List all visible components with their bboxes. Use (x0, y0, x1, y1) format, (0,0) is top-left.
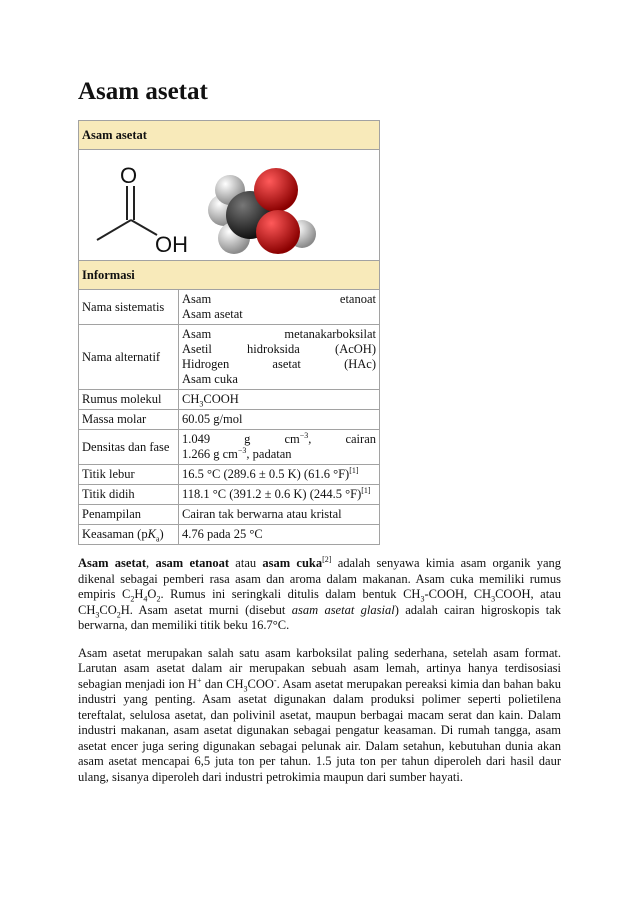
value-penampilan: Cairan tak berwarna atau kristal (179, 505, 380, 525)
row-titik-lebur (79, 465, 380, 485)
row-rumus-molekul (79, 390, 380, 410)
row-titik-didih (79, 485, 380, 505)
row-nama-sistematis (79, 290, 380, 325)
infobox-header: Asam asetat (79, 121, 380, 150)
value-massa-molar: 60.05 g/mol (179, 410, 380, 430)
label-massa-molar: Massa molar (79, 410, 179, 430)
label-nama-sistematis: Nama sistematis (79, 290, 179, 325)
label-nama-alternatif: Nama alternatif (79, 325, 179, 390)
row-keasaman (79, 525, 380, 545)
infobox-image-cell (79, 150, 380, 261)
infobox (78, 120, 380, 545)
label-keasaman: Keasaman $(pK_a)$ (79, 525, 179, 545)
row-massa-molar (79, 410, 380, 430)
hydroxyl-label: OH (155, 232, 188, 257)
skeletal-structure-image (89, 158, 209, 258)
article-body (78, 556, 561, 797)
paragraph-intro: Asam asetat, asam etanoat atau asam cuka[2] adalah senyawa kimia asam organik yang dikenal sebagai pemberi rasa asam dan aroma dalam makanan. Asam cuka memiliki rumus empiris $C_2H_4O_2$. Rumus ini seringkali ditulis dalam bentuk $CH_3$-COOH, $CH_3COOH$, atau $CH_3CO_2H$. Asam asetat murni (disebut asam asetat glasial) adalah cairan higroskopis tak berwarna, dan memiliki titik beku 16.7°C. (78, 554, 562, 632)
label-rumus-molekul: Rumus molekul (79, 390, 179, 410)
value-densitas: 1.049 g $cm^{-3}$, cairan 1.266 g $cm^{-3}$, padatan (179, 430, 380, 465)
label-densitas: Densitas dan fase (79, 430, 179, 465)
row-nama-alternatif (79, 325, 380, 390)
value-nama-sistematis: Asam etanoat Asam asetat (179, 290, 380, 325)
ref-link[interactable]: [1] (349, 465, 359, 475)
label-titik-lebur: Titik lebur (79, 465, 179, 485)
value-titik-didih: 118.1 °C (391.2 ± 0.6 K) (244.5 °F)[1] (179, 485, 380, 505)
value-nama-alternatif: Asam metanakarboksilat Asetil hidroksida (AcOH) Hidrogen asetat (HAc) Asam cuka (179, 325, 380, 390)
ref-link[interactable]: [2] (322, 554, 332, 564)
label-penampilan: Penampilan (79, 505, 179, 525)
row-penampilan (79, 505, 380, 525)
infobox-section-informasi: Informasi (79, 261, 380, 290)
paragraph-uses: Asam asetat merupakan salah satu asam karboksilat paling sederhana, setelah asam format. Larutan asam asetat dalam air merupakan sebuah asam lemah, artinya hanya terdisosiasi sebagian menjadi ion H+ dan $CH_3COO^-$. Asam asetat merupakan pereaksi kimia dan bahan baku industri yang penting. Asam asetat digunakan dalam produksi polimer seperti polietilena tereftalat, selulosa asetat, dan polivinil asetat, maupun berbagai macam serat dan kain. Dalam industri makanan, asam asetat digunakan sebagai pengatur keasaman. Di rumah tangga, asam asetat encer juga sering digunakan sebagai pelunak air. Dalam setahun, kebutuhan dunia akan asam asetat mencapai 6,5 juta ton per tahun. 1.5 juta ton per tahun diperoleh dari hasil daur ulang, sisanya diperoleh dari industri petrokimia maupun dari sumber hayati. (78, 645, 561, 784)
row-densitas (79, 430, 380, 465)
value-keasaman: 4.76 pada 25 °C (179, 525, 380, 545)
oxygen-label: O (120, 163, 138, 188)
value-rumus-molekul: $CH_3COOH$ (179, 390, 380, 410)
space-filling-model-image (204, 160, 334, 260)
page-title: Asam asetat (78, 78, 208, 105)
label-titik-didih: Titik didih (79, 485, 179, 505)
value-titik-lebur: 16.5 °C (289.6 ± 0.5 K) (61.6 °F)[1] (179, 465, 380, 485)
ref-link[interactable]: [1] (361, 485, 371, 495)
